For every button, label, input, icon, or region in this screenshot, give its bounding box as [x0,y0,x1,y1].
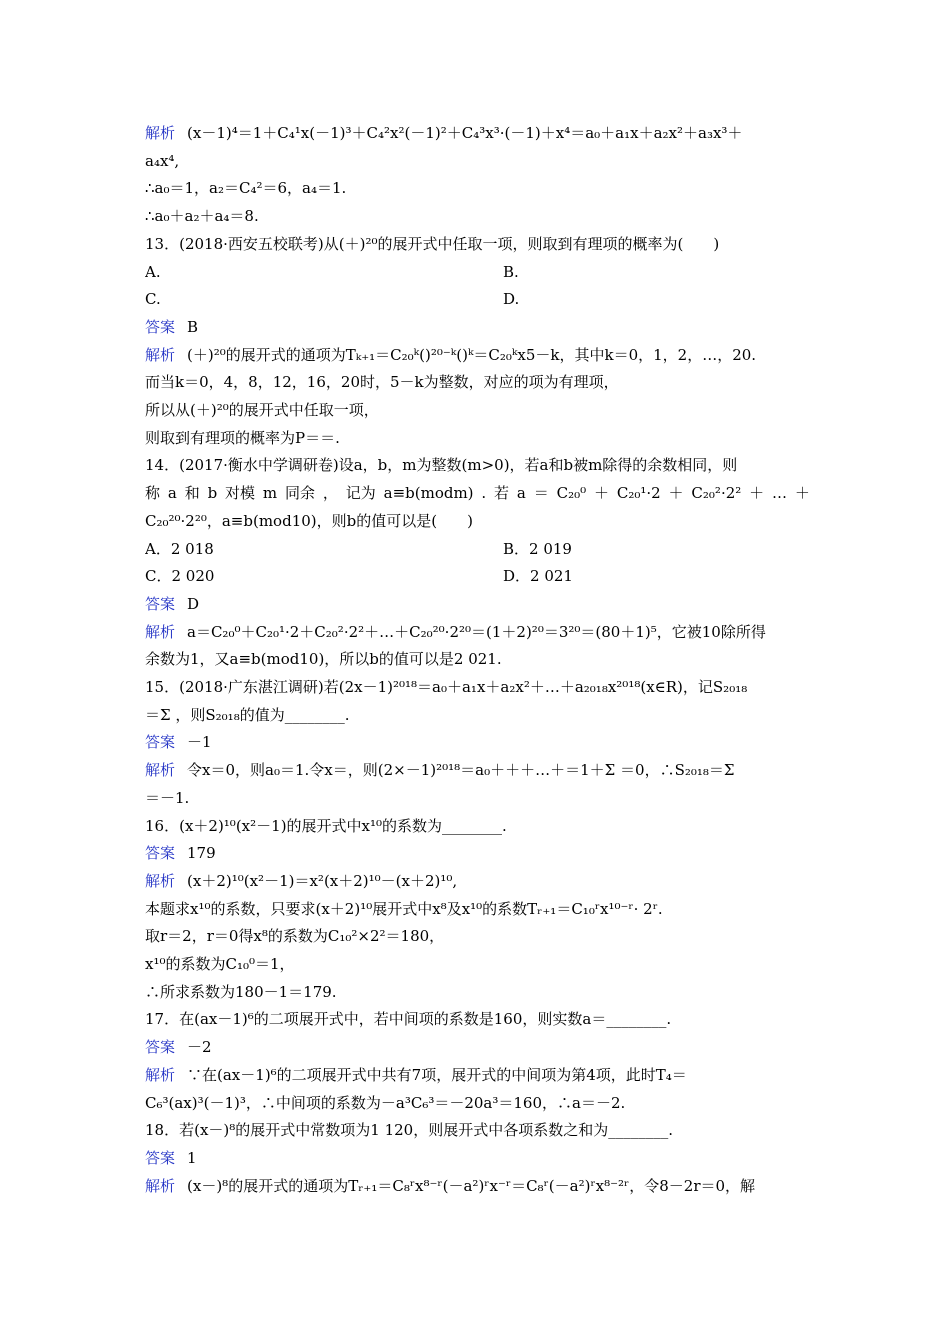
word: ， [322,484,338,503]
word: . [481,484,487,503]
text-line: ∴a₀＋a₂＋a₄＝8. [145,207,259,226]
analysis-label: 解析 [145,622,176,641]
text-line: 13．(2018·西安五校联考)从(＋)²⁰的展开式中任取一项，则取到有理项的概率为( ) [145,234,720,253]
choice-option: D. [503,290,520,309]
text-line: C₂₀²⁰·2²⁰，a≡b(mod10)，则b的值可以是( ) [145,511,473,530]
line-text: B [187,317,199,336]
word: 同余 [285,484,316,503]
line-text: (x－1)⁴＝1＋C₄¹x(－1)³＋C₄²x²(－1)²＋C₄³x³·(－1)＋x⁴＝a₀＋a₁x＋a₂x²＋a₃x³＋ [187,124,743,142]
analysis-label: 解析 [145,761,176,780]
word: 记为 [345,484,376,503]
analysis-line [145,1176,810,1196]
text-line: 17．在(ax－1)⁶的二项展开式中，若中间项的系数是160，则实数a＝________. [145,1010,672,1029]
line-text: (x－)⁸的展开式的通项为Tᵣ₊₁＝C₈ʳx⁸⁻ʳ(－a²)ʳx⁻ʳ＝C₈ʳ(－a²)ʳx⁸⁻²ʳ，令8－2r＝0，解 [187,1176,756,1195]
choice-option: A．2 018 [145,539,214,558]
text-line: 15．(2018·广东湛江调研)若(2x－1)²⁰¹⁸＝a₀＋a₁x＋a₂x²＋…＋a₂₀₁₈x²⁰¹⁸(x∈R)，记S₂₀₁₈ [145,678,748,696]
word: C₂₀²·2² [691,484,742,503]
analysis-line [145,345,810,365]
analysis-line [145,871,810,891]
text-line: 18．若(x－)⁸的展开式中常数项为1 120，则展开式中各项系数之和为________. [145,1121,673,1140]
word: ＋ [593,484,609,503]
text-line: 本题求x¹⁰的系数，只要求(x＋2)¹⁰展开式中x⁸及x¹⁰的系数Tᵣ₊₁＝C₁₀ʳx¹⁰⁻ʳ· 2ʳ. [145,899,663,918]
line-text: (＋)²⁰的展开式的通项为Tₖ₊₁＝C₂₀ᵏ()²⁰⁻ᵏ()ᵏ＝C₂₀ᵏx5－k，其中k＝0，1，2，…，20. [187,345,757,364]
word: a [167,484,177,503]
choice-row [145,539,810,559]
word: 称 [145,484,161,503]
choice-option: D．2 021 [503,567,573,586]
text-line: ∴所求系数为180－1＝179. [145,982,337,1001]
word: ＝ [533,484,549,503]
word: ＋ [794,484,810,503]
text-line: ＝－1. [145,788,190,807]
word: 和 [184,484,200,503]
answer-label: 答案 [145,1038,176,1057]
choice-option: A. [145,262,161,281]
text-line: 余数为1，又a≡b(mod10)，所以b的值可以是2 021. [145,650,502,669]
answer-label: 答案 [145,844,176,863]
choice-row [145,262,810,282]
answer-line [145,1037,810,1057]
word: … [772,484,787,503]
analysis-line [145,760,810,780]
word: 对模 [225,484,256,503]
line-text: －2 [187,1038,212,1057]
line-text: 179 [187,844,216,863]
text-line: x¹⁰的系数为C₁₀⁰＝1， [145,955,295,973]
text-line: 而当k＝0，4，8，12，16，20时，5－k为整数，对应的项为有理项， [145,373,619,392]
analysis-label: 解析 [145,124,176,142]
text-line: a₄x⁴, [145,151,180,170]
line-text: 1 [187,1148,197,1167]
text-line: 取r＝2，r＝0得x⁸的系数为C₁₀²×2²＝180， [145,927,445,946]
text-line: ∴a₀＝1，a₂＝C₄²＝6，a₄＝1. [145,179,347,198]
choice-option: C．2 020 [145,567,215,586]
answer-line [145,843,810,863]
word: C₂₀¹·2 [616,484,661,503]
choice-option: C. [145,290,161,309]
choice-option: B. [503,262,519,281]
word: b [207,484,218,503]
line-text: 令x＝0，则a₀＝1.令x＝，则(2×－1)²⁰¹⁸＝a₀＋＋＋…＋＝1＋Σ ＝0，∴S₂₀₁₈＝Σ [187,761,735,780]
word: C₂₀⁰ [556,484,587,503]
answer-label: 答案 [145,317,176,336]
analysis-line [145,123,810,143]
answer-label: 答案 [145,733,176,752]
answer-line [145,317,810,337]
choice-option: B．2 019 [503,539,572,558]
answer-line [145,1148,810,1168]
answer-line [145,732,810,752]
choice-row [145,566,810,586]
analysis-label: 解析 [145,871,176,890]
answer-label: 答案 [145,594,176,613]
analysis-label: 解析 [145,1065,176,1084]
text-line: C₆³(ax)³(－1)³，∴中间项的系数为－a³C₆³＝－20a³＝160，∴a＝－2. [145,1093,626,1112]
word: ＋ [668,484,684,503]
analysis-label: 解析 [145,1176,176,1195]
analysis-label: 解析 [145,345,176,364]
analysis-line [145,1065,810,1085]
line-text: －1 [187,733,212,752]
word: m [262,484,278,503]
text-line: 14．(2017·衡水中学调研卷)设a，b，m为整数(m>0)，若a和b被m除得的余数相同，则 [145,456,738,475]
word: a [516,484,526,503]
line-text: D [187,594,200,613]
word: a≡b(modm) [383,484,474,503]
word: ＋ [749,484,765,503]
word: 若 [494,484,510,503]
line-text: (x＋2)¹⁰(x²－1)＝x²(x＋2)¹⁰－(x＋2)¹⁰, [187,871,458,890]
line-text: ∵在(ax－1)⁶的二项展开式中共有7项，展开式的中间项为第4项，此时T₄＝ [187,1065,687,1084]
answer-line [145,594,810,614]
text-line [145,483,810,503]
text-line: 则取到有理项的概率为P＝＝. [145,428,340,447]
choice-row [145,289,810,309]
text-line: 16．(x＋2)¹⁰(x²－1)的展开式中x¹⁰的系数为________. [145,816,507,835]
line-text: a＝C₂₀⁰＋C₂₀¹·2＋C₂₀²·2²＋…＋C₂₀²⁰·2²⁰＝(1＋2)²⁰＝3²⁰＝(80＋1)⁵，它被10除所得 [187,622,766,641]
analysis-line [145,622,810,642]
text-line: 所以从(＋)²⁰的展开式中任取一项， [145,401,379,419]
text-line: ＝Σ ，则S₂₀₁₈的值为________. [145,705,350,724]
answer-label: 答案 [145,1148,176,1167]
